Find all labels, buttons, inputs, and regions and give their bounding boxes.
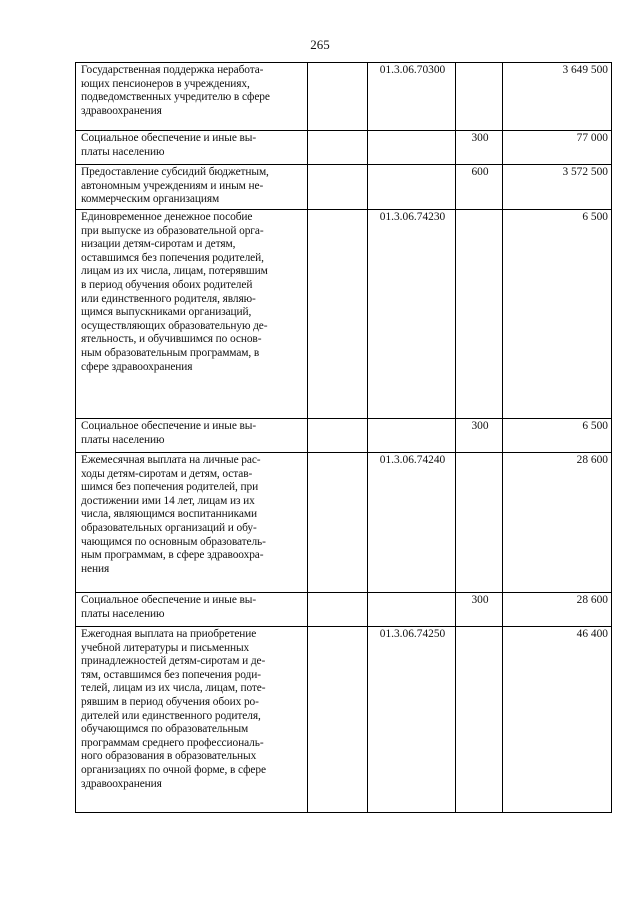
row-name-line: Государственная поддержка неработа- — [81, 64, 264, 76]
row-name-line: чающимся по основным образователь- — [81, 535, 266, 548]
row-name-line: подведомственных учредителю в сфере — [81, 91, 270, 104]
budget-table — [75, 62, 612, 813]
row-amount: 3 572 500 — [503, 165, 612, 210]
row-name — [76, 131, 308, 165]
row-name-line: ющих пенсионеров в учреждениях, — [81, 77, 250, 90]
row-section — [308, 131, 368, 165]
row-name-line: телей, лицам из их числа, лицам, поте- — [81, 682, 266, 695]
row-section — [308, 453, 368, 593]
table-row — [76, 131, 612, 165]
row-name-line: коммерческим организациям — [81, 193, 220, 206]
row-target-code — [368, 131, 456, 165]
row-section — [308, 210, 368, 419]
row-name — [76, 165, 308, 210]
row-name-line: или единственного родителя, являю- — [81, 292, 256, 305]
table-row — [76, 165, 612, 210]
table-row — [76, 210, 612, 419]
row-amount: 46 400 — [503, 627, 612, 813]
row-name-line: низации детям-сиротам и детям, — [81, 238, 236, 251]
table-row — [76, 453, 612, 593]
row-name-line: ным образовательным программам, в — [81, 346, 260, 359]
row-name-line: тям, оставшимся без попечения роди- — [81, 668, 261, 681]
row-name-line: обучающимся по образовательным — [81, 723, 249, 736]
row-name-line: организациях по очной форме, в сфере — [81, 763, 266, 776]
row-name-line: Ежегодная выплата на приобретение — [81, 628, 257, 640]
row-name-line: достижении ими 14 лет, лицам из их — [81, 494, 255, 507]
row-target-code — [368, 593, 456, 627]
row-target-code: 01.3.06.70300 — [368, 63, 456, 131]
row-expense-type: 300 — [456, 593, 503, 627]
row-name-line: принадлежностей детям-сиротам и де- — [81, 655, 266, 668]
row-section — [308, 419, 368, 453]
row-name-line: шимся без попечения родителей, при — [81, 481, 259, 494]
row-expense-type: 300 — [456, 419, 503, 453]
row-target-code: 01.3.06.74250 — [368, 627, 456, 813]
row-name-line: автономным учреждениям и иным не- — [81, 179, 264, 192]
row-name-line: платы населению — [81, 607, 165, 620]
row-name-line: рявшим в период обучения обоих ро- — [81, 695, 259, 708]
row-name-line: лицам из их числа, лицам, потерявшим — [81, 265, 268, 278]
row-name-line: ходы детям-сиротам и детям, остав- — [81, 467, 253, 480]
row-amount: 28 600 — [503, 453, 612, 593]
row-expense-type — [456, 210, 503, 419]
page-number: 265 — [310, 37, 330, 52]
row-name-line: здравоохранения — [81, 777, 162, 790]
row-name — [76, 210, 308, 419]
row-target-code: 01.3.06.74240 — [368, 453, 456, 593]
row-name-line: ного образования в образовательных — [81, 750, 257, 763]
row-name-line: в период обучения обоих родителей — [81, 278, 253, 291]
row-name-line: щимся выпускниками организаций, — [81, 306, 252, 319]
row-target-code — [368, 419, 456, 453]
row-expense-type — [456, 627, 503, 813]
row-name — [76, 453, 308, 593]
row-name — [76, 419, 308, 453]
row-section — [308, 593, 368, 627]
row-name-line: числа, являющимся воспитанниками — [81, 508, 257, 521]
row-target-code: 01.3.06.74230 — [368, 210, 456, 419]
row-name-line: осуществляющих образовательную де- — [81, 319, 268, 332]
row-amount: 3 649 500 — [503, 63, 612, 131]
row-name-line: Ежемесячная выплата на личные рас- — [81, 454, 261, 466]
row-name-line: Единовременное денежное пособие — [81, 211, 253, 223]
row-section — [308, 165, 368, 210]
table-row — [76, 593, 612, 627]
row-name-line: оставшимся без попечения родителей, — [81, 251, 264, 264]
row-name-line: дителей или единственного родителя, — [81, 709, 261, 722]
row-name-line: сфере здравоохранения — [81, 360, 193, 373]
table-row — [76, 63, 612, 131]
row-name-line: при выпуске из образовательной орга- — [81, 224, 264, 237]
row-name-line: платы населению — [81, 433, 165, 446]
table-row — [76, 419, 612, 453]
row-name-line: учебной литературы и письменных — [81, 641, 250, 654]
row-name-line: Социальное обеспечение и иные вы- — [81, 132, 257, 144]
table-row — [76, 627, 612, 813]
row-section — [308, 63, 368, 131]
row-expense-type: 300 — [456, 131, 503, 165]
row-name-line: образовательных организаций и обу- — [81, 521, 257, 534]
row-expense-type — [456, 453, 503, 593]
row-amount: 6 500 — [503, 419, 612, 453]
row-name-line: ятельность, и обучившимся по основ- — [81, 333, 262, 346]
row-name-line: здравоохранения — [81, 104, 162, 117]
row-amount: 6 500 — [503, 210, 612, 419]
row-name-line: программам среднего профессиональ- — [81, 736, 264, 749]
row-amount: 28 600 — [503, 593, 612, 627]
row-name-line: Социальное обеспечение и иные вы- — [81, 594, 257, 606]
row-name — [76, 63, 308, 131]
row-section — [308, 627, 368, 813]
row-name-line: ным программам, в сфере здравоохра- — [81, 549, 264, 562]
row-target-code — [368, 165, 456, 210]
row-name-line: платы населению — [81, 145, 165, 158]
row-name-line: Предоставление субсидий бюджетным, — [81, 166, 269, 178]
row-expense-type: 600 — [456, 165, 503, 210]
row-name-line: нения — [81, 562, 110, 575]
row-name — [76, 627, 308, 813]
row-name — [76, 593, 308, 627]
row-expense-type — [456, 63, 503, 131]
row-name-line: Социальное обеспечение и иные вы- — [81, 420, 257, 432]
row-amount: 77 000 — [503, 131, 612, 165]
